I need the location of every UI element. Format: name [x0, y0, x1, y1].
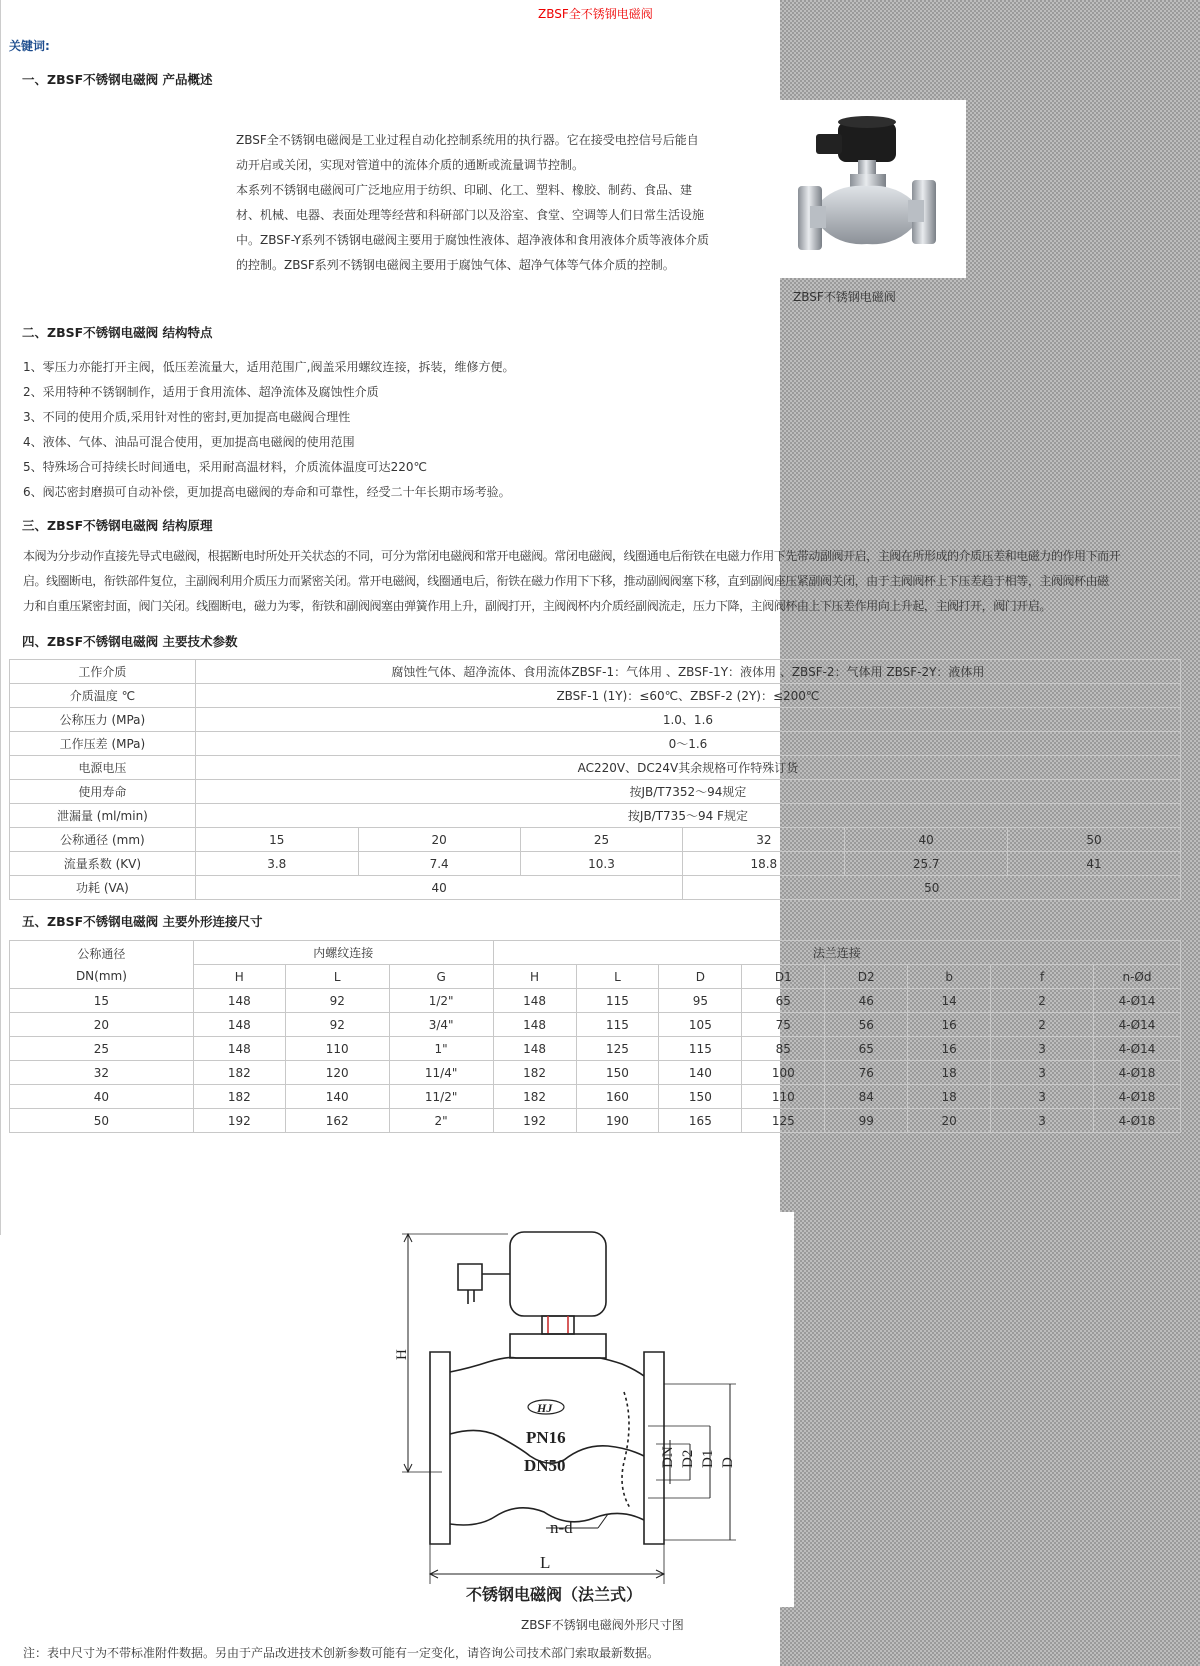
- section4-heading: 四、ZBSF不锈钢电磁阀 主要技术参数: [22, 634, 238, 649]
- table-cell: 41: [1008, 852, 1181, 876]
- table-cell: 18: [908, 1085, 991, 1109]
- table-cell: 95: [659, 989, 742, 1013]
- table-cell: 3: [991, 1037, 1094, 1061]
- tech-params-table: [9, 659, 1181, 900]
- table-cell: 15: [195, 828, 358, 852]
- table-cell: 162: [285, 1109, 389, 1133]
- table-cell: 115: [576, 1013, 659, 1037]
- section5-heading: 五、ZBSF不锈钢电磁阀 主要外形连接尺寸: [22, 914, 263, 929]
- dimension-diagram: [394, 1212, 794, 1607]
- table-cell: 16: [908, 1037, 991, 1061]
- column-header: f: [991, 965, 1094, 989]
- table-row: [10, 756, 1181, 780]
- table-cell: 4-Ø14: [1094, 1037, 1181, 1061]
- table-cell: 40: [195, 876, 683, 900]
- table-row: [10, 852, 1181, 876]
- table-cell: 14: [908, 989, 991, 1013]
- table-cell: 85: [742, 1037, 825, 1061]
- table-cell: 148: [493, 989, 576, 1013]
- table-cell: 148: [193, 1013, 285, 1037]
- table-cell: 65: [742, 989, 825, 1013]
- row-value: 1.0、1.6: [195, 708, 1180, 732]
- table-cell: 4-Ø14: [1094, 989, 1181, 1013]
- row-label: 公称压力 (MPa): [10, 708, 196, 732]
- table-cell: 100: [742, 1061, 825, 1085]
- dim-d2-label: D2: [680, 1449, 696, 1468]
- row-label: 工作介质: [10, 660, 196, 684]
- table-cell: 148: [493, 1013, 576, 1037]
- table-cell: 15: [10, 989, 194, 1013]
- table-cell: 4-Ø18: [1094, 1109, 1181, 1133]
- page-title: ZBSF全不锈钢电磁阀: [538, 7, 653, 21]
- keywords-label: 关键词:: [9, 39, 50, 53]
- table-cell: 11/4": [389, 1061, 493, 1085]
- table-cell: 192: [193, 1109, 285, 1133]
- column-header: L: [285, 965, 389, 989]
- table-cell: 105: [659, 1013, 742, 1037]
- section3-heading: 三、ZBSF不锈钢电磁阀 结构原理: [22, 518, 213, 533]
- row-value: 按JB/T7352～94规定: [195, 780, 1180, 804]
- table-cell: 16: [908, 1013, 991, 1037]
- row-label: 使用寿命: [10, 780, 196, 804]
- dim-d1-label: D1: [700, 1449, 716, 1468]
- table-cell: 20: [10, 1013, 194, 1037]
- table-cell: 40: [10, 1085, 194, 1109]
- paragraph-line: 本系列不锈钢电磁阀可广泛地应用于纺织、印刷、化工、塑料、橡胶、制药、食品、建: [236, 183, 693, 197]
- paragraph-line: 动开启或关闭，实现对管道中的流体介质的通断或流量调节控制。: [236, 158, 585, 172]
- table-cell: 2: [991, 989, 1094, 1013]
- feature-item: 3、不同的使用介质,采用针对性的密封,更加提高电磁阀合理性: [23, 410, 351, 424]
- table-cell: 32: [683, 828, 845, 852]
- table-cell: 148: [193, 1037, 285, 1061]
- table-cell: 65: [825, 1037, 908, 1061]
- row-label: 公称通径 (mm): [10, 828, 196, 852]
- paragraph-line: 启。线圈断电，衔铁部件复位，主副阀利用介质压力而紧密关闭。常开电磁阀，线圈通电后，衔铁在磁力作用下下移，推动副阀阀塞下移，直到副阀座压紧副阀关闭，由于主阀阀杯上下压差趋于相等，主阀阀杯由磁: [23, 574, 1109, 588]
- table-row: [10, 732, 1181, 756]
- table-cell: 56: [825, 1013, 908, 1037]
- table-cell: 4-Ø18: [1094, 1061, 1181, 1085]
- table-cell: 150: [659, 1085, 742, 1109]
- paragraph-line: ZBSF全不锈钢电磁阀是工业过程自动化控制系统用的执行器。它在接受电控信号后能自: [236, 133, 699, 147]
- pn-label: PN16: [526, 1428, 566, 1447]
- table-cell: 120: [285, 1061, 389, 1085]
- table-row: [10, 1061, 1181, 1085]
- row-label: 电源电压: [10, 756, 196, 780]
- row-label: 介质温度 ℃: [10, 684, 196, 708]
- table-cell: 3.8: [195, 852, 358, 876]
- table-cell: 25.7: [845, 852, 1008, 876]
- table-cell: 148: [493, 1037, 576, 1061]
- table-row: [10, 684, 1181, 708]
- table-row: [10, 660, 1181, 684]
- feature-item: 1、零压力亦能打开主阀，低压差流量大，适用范围广,阀盖采用螺纹连接，拆装，维修方便。: [23, 360, 515, 374]
- table-row: [10, 876, 1181, 900]
- table-cell: 160: [576, 1085, 659, 1109]
- row-value: 按JB/T735～94 F规定: [195, 804, 1180, 828]
- feature-item: 5、特殊场合可持续长时间通电，采用耐高温材料，介质流体温度可达220℃: [23, 460, 428, 474]
- dim-h-label: H: [394, 1349, 410, 1360]
- table-cell: 3: [991, 1061, 1094, 1085]
- paragraph-line: 材、机械、电器、表面处理等经营和科研部门以及浴室、食堂、空调等人们日常生活设施: [236, 208, 705, 222]
- row-label: 工作压差 (MPa): [10, 732, 196, 756]
- table-cell: 40: [845, 828, 1008, 852]
- table-cell: 50: [683, 876, 1181, 900]
- column-header: n-Ød: [1094, 965, 1181, 989]
- table-cell: 110: [285, 1037, 389, 1061]
- table-cell: 84: [825, 1085, 908, 1109]
- paragraph-line: 中。ZBSF-Y系列不锈钢电磁阀主要用于腐蚀性液体、超净液体和食用液体介质等液体介质: [236, 233, 710, 247]
- table-row: [10, 780, 1181, 804]
- table-cell: 4-Ø14: [1094, 1013, 1181, 1037]
- dim-d-label: D: [720, 1457, 736, 1468]
- section1-heading: 一、ZBSF不锈钢电磁阀 产品概述: [22, 72, 213, 87]
- table-cell: 18: [908, 1061, 991, 1085]
- left-border-line: [0, 0, 1, 1235]
- solenoid-valve-image: [780, 100, 966, 278]
- dim-l-label: L: [540, 1553, 551, 1572]
- row-label: 功耗 (VA): [10, 876, 196, 900]
- column-header: G: [389, 965, 493, 989]
- table-row: [10, 804, 1181, 828]
- table-row: [10, 1085, 1181, 1109]
- row-label: 泄漏量 (ml/min): [10, 804, 196, 828]
- column-header: H: [493, 965, 576, 989]
- dimensions-body: [10, 989, 1181, 1133]
- table-cell: 110: [742, 1085, 825, 1109]
- table-cell: 25: [10, 1037, 194, 1061]
- table-row: [10, 1037, 1181, 1061]
- row-value: 0～1.6: [195, 732, 1180, 756]
- table-cell: 46: [825, 989, 908, 1013]
- table-cell: 7.4: [358, 852, 520, 876]
- row-label: 流量系数 (KV): [10, 852, 196, 876]
- footnote: 注：表中尺寸为不带标准附件数据。另由于产品改进技术创新参数可能有一定变化，请咨询公司技术部门索取最新数据。: [23, 1646, 660, 1660]
- table-row: [10, 989, 1181, 1013]
- valve-outline-drawing: [394, 1212, 794, 1607]
- dn50-label: DN50: [524, 1456, 566, 1475]
- table-cell: 125: [742, 1109, 825, 1133]
- table-cell: 150: [576, 1061, 659, 1085]
- table-cell: 148: [193, 989, 285, 1013]
- table-cell: 182: [493, 1061, 576, 1085]
- table-row: [10, 708, 1181, 732]
- table-cell: 192: [493, 1109, 576, 1133]
- dim-nd-label: n-d: [550, 1518, 573, 1537]
- table-cell: 99: [825, 1109, 908, 1133]
- column-header: D: [659, 965, 742, 989]
- table-cell: 76: [825, 1061, 908, 1085]
- table-cell: 50: [1008, 828, 1181, 852]
- thread-connection-header: 内螺纹连接: [193, 941, 493, 965]
- table-cell: 92: [285, 1013, 389, 1037]
- column-header: H: [193, 965, 285, 989]
- table-cell: 32: [10, 1061, 194, 1085]
- table-cell: 125: [576, 1037, 659, 1061]
- table-cell: 3: [991, 1109, 1094, 1133]
- product-photo: [780, 100, 966, 278]
- table-cell: 3/4": [389, 1013, 493, 1037]
- paragraph-line: 力和自重压紧密封面，阀门关闭。线圈断电，磁力为零，衔铁和副阀阀塞由弹簧作用上升，副阀打开，主阀阀杯内介质经副阀流走，压力下降，主阀阀杯由上下压差作用向上升起，主阀打开，阀门开启。: [23, 599, 1051, 613]
- dimensions-table: [9, 940, 1181, 1133]
- table-cell: 182: [493, 1085, 576, 1109]
- feature-item: 2、采用特种不锈钢制作，适用于食用流体、超净流体及腐蚀性介质: [23, 385, 379, 399]
- table-row: [10, 1109, 1181, 1133]
- diagram-title: 不锈钢电磁阀（法兰式）: [466, 1587, 643, 1604]
- row-value: 腐蚀性气体、超净流体、食用流体ZBSF-1：气体用 、ZBSF-1Y：液体用 、ZBSF-2：气体用 ZBSF-2Y：液体用: [195, 660, 1180, 684]
- table-cell: 25: [520, 828, 683, 852]
- table-cell: 3: [991, 1085, 1094, 1109]
- section3-paragraph: [23, 544, 1183, 619]
- table-cell: 182: [193, 1061, 285, 1085]
- dn-header-line: DN(mm): [75, 968, 127, 983]
- table-cell: 2": [389, 1109, 493, 1133]
- column-header: b: [908, 965, 991, 989]
- dn-header: [10, 941, 194, 989]
- table-header-row: [10, 941, 1181, 965]
- row-value: ZBSF-1 (1Y)：≤60℃、ZBSF-2 (2Y)：≤200℃: [195, 684, 1180, 708]
- table-cell: 2: [991, 1013, 1094, 1037]
- column-header: D2: [825, 965, 908, 989]
- column-header: D1: [742, 965, 825, 989]
- brand-logo: HJ: [537, 1401, 553, 1415]
- table-cell: 50: [10, 1109, 194, 1133]
- table-cell: 190: [576, 1109, 659, 1133]
- table-cell: 11/2": [389, 1085, 493, 1109]
- table-row: [10, 1013, 1181, 1037]
- dn-header-line: 公称通径: [77, 946, 126, 961]
- column-header: L: [576, 965, 659, 989]
- flange-connection-header: 法兰连接: [493, 941, 1180, 965]
- table-cell: 20: [358, 828, 520, 852]
- row-value: AC220V、DC24V其余规格可作特殊订货: [195, 756, 1180, 780]
- paragraph-line: 的控制。ZBSF系列不锈钢电磁阀主要用于腐蚀气体、超净气体等气体介质的控制。: [236, 258, 675, 272]
- feature-item: 6、阀芯密封磨损可自动补偿，更加提高电磁阀的寿命和可靠性，经受二十年长期市场考验。: [23, 485, 511, 499]
- product-photo-caption: ZBSF不锈钢电磁阀: [793, 290, 896, 304]
- table-cell: 20: [908, 1109, 991, 1133]
- dim-dn-label: DN: [660, 1446, 676, 1468]
- section1-paragraph: [236, 128, 736, 278]
- table-cell: 18.8: [683, 852, 845, 876]
- table-cell: 4-Ø18: [1094, 1085, 1181, 1109]
- table-cell: 165: [659, 1109, 742, 1133]
- table-cell: 115: [659, 1037, 742, 1061]
- table-cell: 140: [659, 1061, 742, 1085]
- table-cell: 140: [285, 1085, 389, 1109]
- feature-item: 4、液体、气体、油品可混合使用，更加提高电磁阀的使用范围: [23, 435, 355, 449]
- section2-heading: 二、ZBSF不锈钢电磁阀 结构特点: [22, 325, 213, 340]
- table-cell: 1": [389, 1037, 493, 1061]
- table-cell: 75: [742, 1013, 825, 1037]
- table-cell: 92: [285, 989, 389, 1013]
- table-cell: 115: [576, 989, 659, 1013]
- table-row: [10, 828, 1181, 852]
- table-cell: 182: [193, 1085, 285, 1109]
- diagram-caption: ZBSF不锈钢电磁阀外形尺寸图: [521, 1618, 684, 1632]
- table-cell: 1/2": [389, 989, 493, 1013]
- table-cell: 10.3: [520, 852, 683, 876]
- paragraph-line: 本阀为分步动作直接先导式电磁阀，根据断电时所处开关状态的不同，可分为常闭电磁阀和常开电磁阀。常闭电磁阀，线圈通电后衔铁在电磁力作用下先带动副阀开启，主阀在所形成的介质压差和电磁力的作用下而开: [23, 549, 1121, 563]
